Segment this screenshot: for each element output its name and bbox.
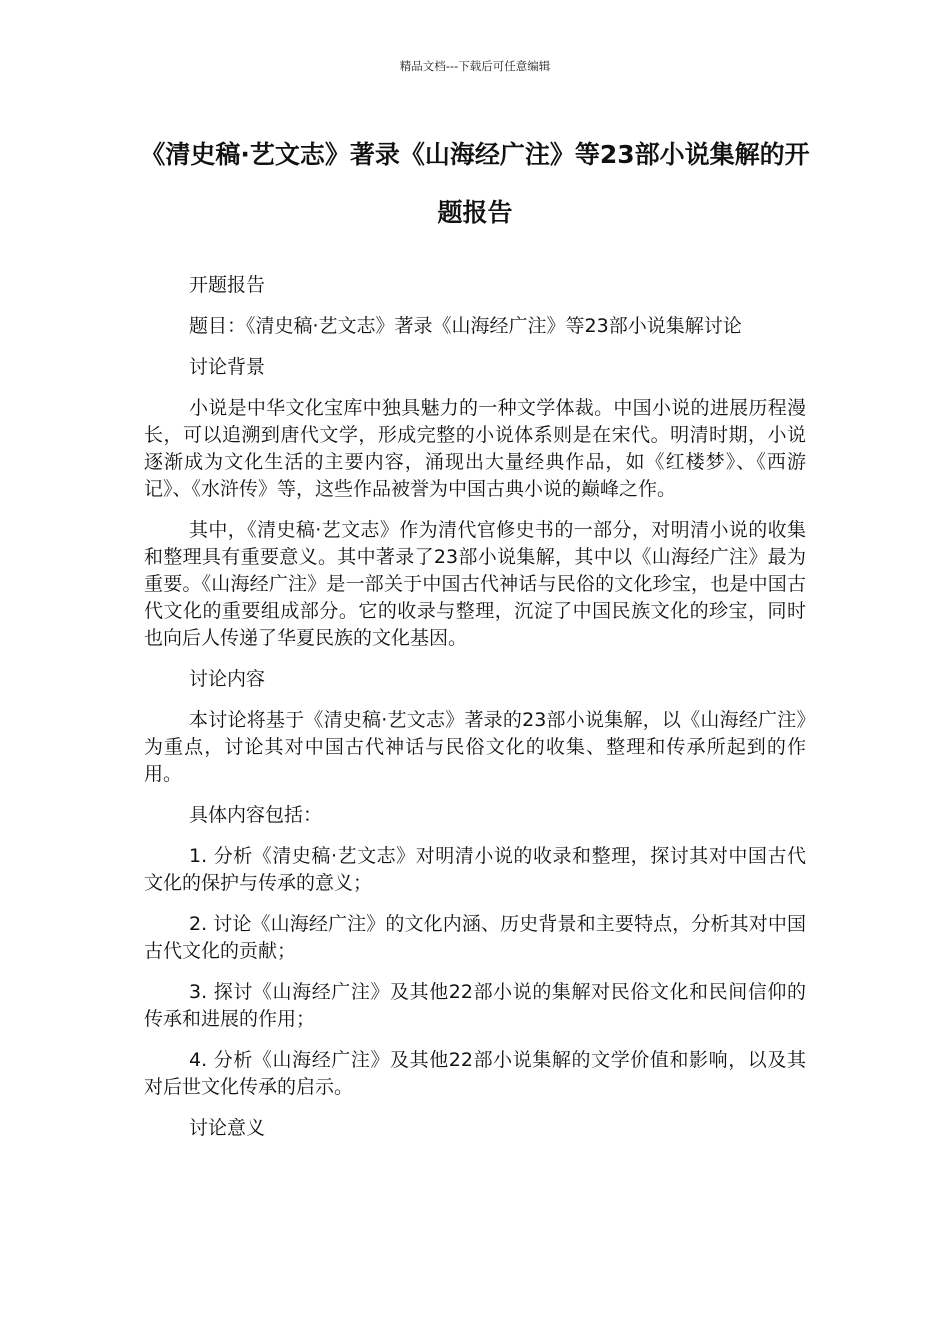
list-item-4: 4. 分析《山海经广注》及其他22部小说集解的文学价值和影响，以及其对后世文化传承的启示。: [144, 1049, 806, 1098]
page-header: 精品文档---下载后可任意编辑: [399, 59, 551, 73]
content-intro: 具体内容包括：: [189, 804, 323, 826]
document-body: [144, 272, 806, 1156]
list-item-2: 2. 讨论《山海经广注》的文化内涵、历史背景和主要特点，分析其对中国古代文化的贡献；: [144, 913, 806, 962]
heading-proposal: 开题报告: [189, 274, 266, 296]
list-item-3: 3. 探讨《山海经广注》及其他22部小说的集解对民俗文化和民间信仰的传承和进展的作用；: [144, 981, 806, 1030]
heading-significance: 讨论意义: [189, 1117, 266, 1139]
heading-content: 讨论内容: [189, 668, 266, 690]
heading-background: 讨论背景: [189, 356, 266, 378]
content-paragraph: 本讨论将基于《清史稿·艺文志》著录的23部小说集解，以《山海经广注》为重点，讨论其对中国古代神话与民俗文化的收集、整理和传承所起到的作用。: [144, 709, 806, 785]
topic-paragraph: 题目：《清史稿·艺文志》著录《山海经广注》等23部小说集解讨论: [189, 315, 742, 337]
document-title: 《清史稿·艺文志》著录《山海经广注》等23部小说集解的开题报告: [140, 140, 810, 227]
list-item-1: 1. 分析《清史稿·艺文志》对明清小说的收录和整理，探讨其对中国古代文化的保护与传承的意义；: [144, 845, 806, 894]
background-paragraph-1: 小说是中华文化宝库中独具魅力的一种文学体裁。中国小说的进展历程漫长，可以追溯到唐代文学，形成完整的小说体系则是在宋代。明清时期，小说逐渐成为文化生活的主要内容，涌现出大量经典作品，如《红楼梦》、《西游记》、《水浒传》等，这些作品被誉为中国古典小说的巅峰之作。: [144, 397, 806, 500]
background-paragraph-2: 其中，《清史稿·艺文志》作为清代官修史书的一部分，对明清小说的收集和整理具有重要意义。其中著录了23部小说集解，其中以《山海经广注》最为重要。《山海经广注》是一部关于中国古代神话与民俗的文化珍宝，也是中国古代文化的重要组成部分。它的收录与整理，沉淀了中国民族文化的珍宝，同时也向后人传递了华夏民族的文化基因。: [144, 519, 806, 649]
